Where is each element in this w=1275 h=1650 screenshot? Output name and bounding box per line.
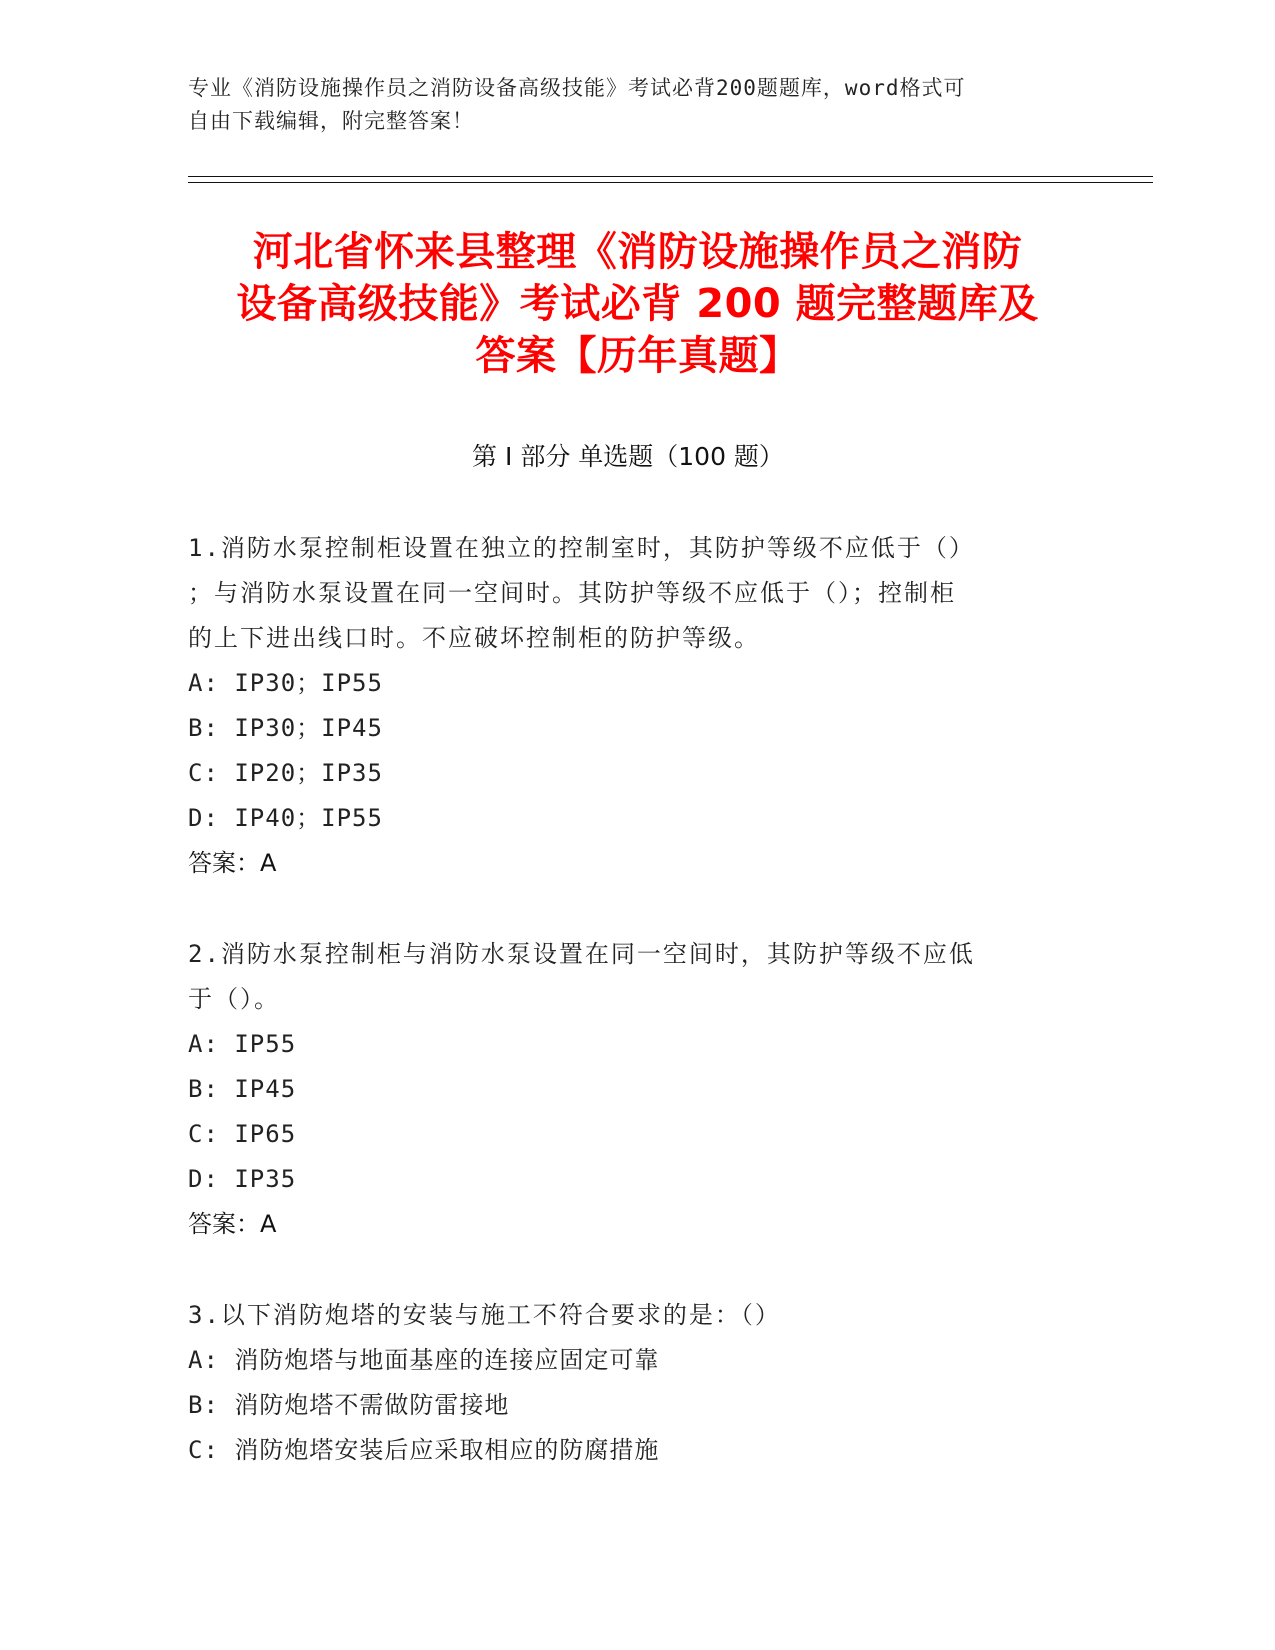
title-line: 设备高级技能》考试必背 200 题完整题库及 (236, 281, 1039, 327)
option-b: B: IP45 (188, 1075, 297, 1103)
title-line: 答案【历年真题】 (475, 333, 800, 379)
header-rule-top (188, 176, 1153, 177)
header-note (188, 72, 1068, 138)
question-1 (188, 526, 1068, 886)
question-2 (188, 932, 1068, 1247)
header-note-line: 自由下载编辑，附完整答案！ (188, 109, 474, 133)
answer: 答案：A (188, 1210, 277, 1238)
answer: 答案：A (188, 849, 277, 877)
title-line: 河北省怀来县整理《消防设施操作员之消防 (252, 229, 1023, 275)
question-stem-line: 1.消防水泵控制柜设置在独立的控制室时，其防护等级不应低于（） (188, 534, 975, 562)
question-list (188, 526, 1068, 1519)
question-stem-line: 的上下进出线口时。不应破坏控制柜的防护等级。 (188, 624, 760, 652)
section-heading: 第 I 部分 单选题（100 题） (472, 442, 784, 471)
option-c: C: IP20；IP35 (188, 759, 383, 787)
document-title (170, 226, 1105, 382)
option-c: C: 消防炮塔安装后应采取相应的防腐措施 (188, 1436, 660, 1464)
option-d: D: IP40；IP55 (188, 804, 383, 832)
question-stem-line: 于（）。 (188, 985, 280, 1013)
header-rule-bottom (188, 182, 1153, 183)
option-a: A: IP55 (188, 1030, 297, 1058)
option-c: C: IP65 (188, 1120, 297, 1148)
option-d: D: IP35 (188, 1165, 297, 1193)
option-b: B: IP30；IP45 (188, 714, 383, 742)
question-stem-line: 2.消防水泵控制柜与消防水泵设置在同一空间时，其防护等级不应低 (188, 940, 975, 968)
option-a: A: 消防炮塔与地面基座的连接应固定可靠 (188, 1346, 660, 1374)
question-3 (188, 1293, 1068, 1473)
question-stem-line: ；与消防水泵设置在同一空间时。其防护等级不应低于（）；控制柜 (188, 579, 956, 607)
question-stem-line: 3.以下消防炮塔的安装与施工不符合要求的是：（） (188, 1301, 781, 1329)
header-note-line: 专业《消防设施操作员之消防设备高级技能》考试必背200题题库，word格式可 (188, 76, 966, 100)
option-b: B: 消防炮塔不需做防雷接地 (188, 1391, 510, 1419)
option-a: A: IP30；IP55 (188, 669, 383, 697)
